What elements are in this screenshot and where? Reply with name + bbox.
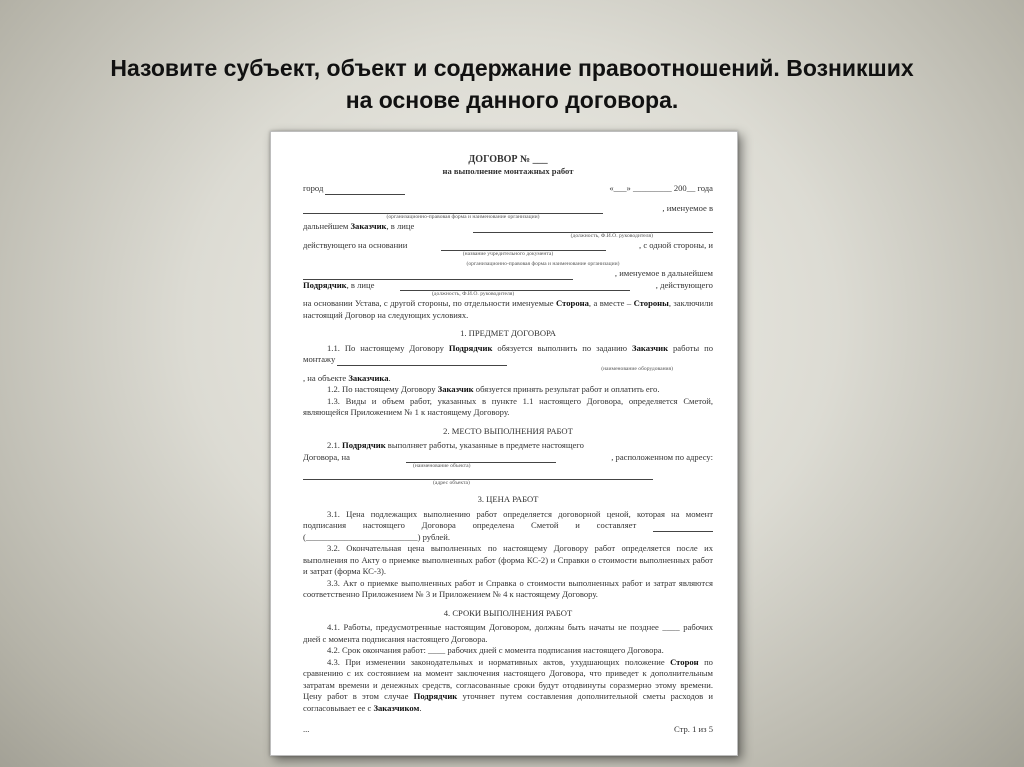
- page-number: Стр. 1 из 5: [674, 724, 713, 734]
- slide-title: [60, 52, 964, 116]
- clause-4-3-b: Сторон: [670, 656, 699, 667]
- address-blank: [303, 470, 653, 480]
- acting-basis: действующего на основании: [303, 239, 408, 250]
- clause-3-1: [303, 509, 713, 544]
- contract-document-page: [270, 131, 738, 756]
- clause-2-1-c: Договора, на: [303, 451, 350, 462]
- slide-title-line-2: на основе данного договора.: [345, 87, 679, 113]
- clause-2-1: [303, 440, 713, 452]
- clause-1-2-a: 1.2. По настоящему Договору: [327, 384, 438, 394]
- clause-4-3-e: Заказчиком: [373, 702, 420, 713]
- contractor-org-row: [303, 268, 713, 280]
- clause-1-2-c: оплатить его.: [610, 384, 660, 394]
- contractor-org-blank: [303, 270, 573, 280]
- note-org-2: (организационно-правовая форма и наименование организации): [466, 261, 620, 267]
- acting-basis-blank: [441, 241, 606, 251]
- clause-3-2: 3.2. Окончательная цена выполненных по настоящему Договору работ определяется после их выполнения по Акту о приемке выполненных работ (форма КС-2) и Справки о стоимости выполненных работ и затрат (форма КС-3).: [303, 543, 713, 576]
- section-1-title: 1. ПРЕДМЕТ ДОГОВОРА: [460, 328, 556, 338]
- clause-1-2-b: обязуется принять результат работ и: [473, 384, 609, 394]
- clause-4-2: 4.2. Срок окончания работ: ____ рабочих дней с момента подписания настоящего Договора.: [327, 645, 664, 655]
- clause-2-1-d: , расположенном по адресу:: [611, 451, 713, 462]
- clause-4-3-a: 4.3. При изменении законодательных и нормативных актов, ухудшающих положение: [327, 656, 671, 667]
- customer-person-blank: [473, 223, 713, 233]
- clause-4-3: 4.3. При изменении законодательных и нормативных актов, ухудшающих положение Сторон по сравнению с их состоянием на момент заключения настоящего Договора, что приведет к дополнительным затратам времени и денежных средств, согласованные сроки будут отодвинуты соразмерно этому времени. Цену работ в этом случае Подрядчик уточняет путем составления дополнительной сметы расходов и согласовывает ее с Заказчиком.: [303, 656, 713, 713]
- contractor-person-blank: [400, 281, 630, 291]
- customer-org-blank: [303, 204, 603, 214]
- clause-4-3-contractor: Подрядчик: [413, 691, 458, 701]
- clause-1-1-e: Заказчика: [348, 372, 389, 383]
- city-blank: [325, 185, 405, 195]
- preamble-1: на основании Устава, с другой стороны, по отдельности именуемые: [303, 298, 557, 308]
- clause-4-3-d: уточняет путем составления дополнительной сметы расходов и согласовывает ее с: [303, 691, 713, 713]
- note-position: (должность, Ф.И.О. руководителя): [570, 232, 653, 239]
- section-3-title: 3. ЦЕНА РАБОТ: [477, 494, 539, 504]
- preamble-4: , заключили настоящий Договор на следующих условиях.: [303, 298, 713, 320]
- clause-4-1: 4.1. Работы, предусмотренные настоящим Договором, должны быть начаты не позднее ____ рабочих дней с момента подписания настоящего Договора.: [303, 622, 713, 644]
- note-object: (наименование объекта): [413, 463, 471, 469]
- clause-1-1-b: обязуется выполнить по заданию: [492, 342, 628, 353]
- date-label: «___» _________ 200__ года: [609, 183, 713, 193]
- one-side: , с одной стороны, и: [639, 239, 713, 250]
- ellipsis: ...: [303, 724, 310, 734]
- acting-2: , действующего: [655, 279, 713, 290]
- customer-intro-b: , в лице: [386, 221, 415, 231]
- clause-2-1-object-row: [303, 452, 713, 464]
- city-label: город: [303, 183, 324, 193]
- clause-1-3: 1.3. Виды и объем работ, указанных в пункте 1.1 настоящего Договора, определяется Сметой, являющейся Приложением № 1 к настоящему Договору.: [303, 395, 713, 417]
- page-footer: [303, 724, 713, 736]
- note-equipment: (наименование оборудования): [601, 365, 673, 372]
- clause-1-1-a: 1.1. По настоящему Договору: [327, 342, 449, 353]
- contract-subtitle: на выполнение монтажных работ: [442, 165, 574, 176]
- clause-2-1-b: выполняет работы, указанные в предмете настоящего: [385, 440, 584, 450]
- customer-org-row: [303, 203, 713, 215]
- contractor-row: [303, 280, 713, 292]
- clause-3-1-a: 3.1. Цена подлежащих выполнению работ определяется договорной ценой, которая на момент подписания настоящего Договора определена Сметой и составляет: [303, 508, 713, 530]
- clause-1-1-customer: Заказчик: [632, 342, 669, 353]
- customer-word: Заказчик: [350, 221, 387, 231]
- clause-1-1-d: , на объекте: [303, 372, 349, 383]
- preamble: [303, 298, 713, 321]
- preamble-2: , а: [588, 298, 598, 308]
- clause-1-1-object: , на объекте Заказчика.: [303, 372, 391, 383]
- note-position-2: (должность, Ф.И.О. руководителя): [431, 291, 515, 297]
- clause-1-1: [303, 343, 713, 366]
- clause-1-2: [303, 384, 713, 396]
- contract-title: ДОГОВОР № ___: [468, 154, 548, 165]
- city-date-row: [303, 183, 713, 195]
- preamble-3: вместе –: [599, 298, 634, 308]
- clause-2-1-contractor: Подрядчик: [342, 440, 386, 450]
- note-org: (организационно-правовая форма и наименование организации): [386, 214, 540, 220]
- parties-word: Стороны: [633, 298, 669, 308]
- clause-1-2-customer: Заказчик: [437, 384, 474, 394]
- section-2-title: 2. МЕСТО ВЫПОЛНЕНИЯ РАБОТ: [443, 425, 573, 436]
- section-4-title: 4. СРОКИ ВЫПОЛНЕНИЯ РАБОТ: [443, 607, 573, 618]
- customer-intro: дальнейшем: [303, 221, 351, 231]
- slide-title-line-1: Назовите субъект, объект и содержание правоотношений. Возникших: [110, 55, 914, 81]
- clause-4-3-c: по сравнению с их состоянием на момент заключения настоящего Договора, что приведет к дополнительным затратам времени и денежных средств, согласованные сроки будут отодвинуты соразмерно этому времени. Цену работ в этом случае: [303, 656, 713, 701]
- object-blank: [406, 453, 556, 463]
- named-further: , именуемое в: [662, 202, 713, 213]
- clause-1-1-c: работы по монтажу: [303, 342, 713, 364]
- note-doc: (название учредительного документа): [462, 251, 554, 257]
- clause-2-1-a: 2.1.: [327, 440, 343, 450]
- equipment-blank: [337, 356, 507, 366]
- clause-1-1-contractor: Подрядчик: [448, 342, 493, 353]
- clause-3-1-b: (__________________________) рублей.: [303, 531, 450, 542]
- party-word: Сторона: [556, 298, 589, 308]
- customer-row: [303, 221, 713, 233]
- named-further-2: , именуемое в дальнейшем: [614, 268, 713, 278]
- price-blank: [653, 522, 713, 532]
- contractor-word: Подрядчик: [303, 279, 347, 290]
- in-person: , в лице: [346, 279, 375, 290]
- clause-3-3: 3.3. Акт о приемке выполненных работ и Справка о стоимости выполненных работ и затрат являются соответственно Приложением № 3 и Приложением № 4 к настоящему Договору.: [303, 577, 713, 599]
- acting-basis-row: [303, 240, 713, 252]
- note-address: (адрес объекта): [433, 480, 470, 486]
